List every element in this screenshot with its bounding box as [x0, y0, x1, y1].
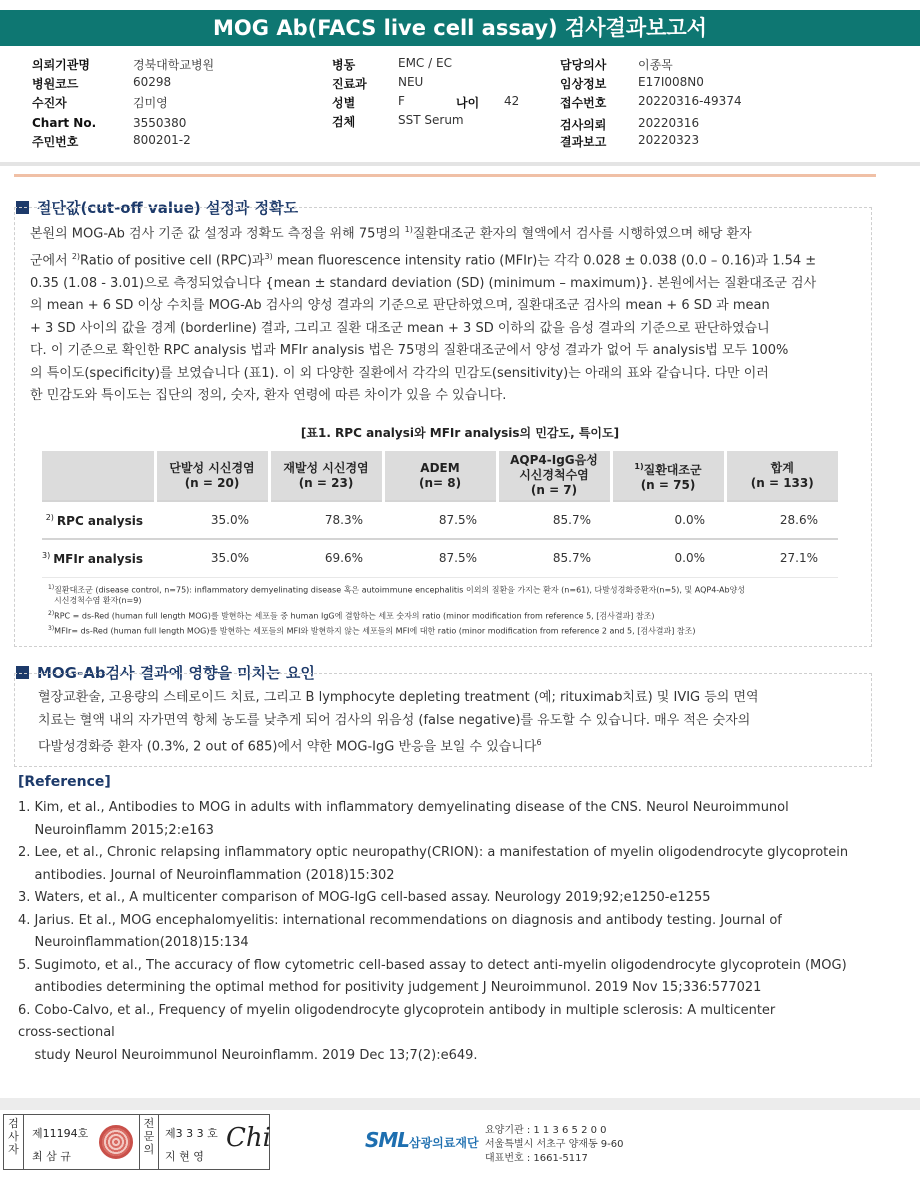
- reference-line: 2. Lee, et al., Chronic relapsing inflammatory optic neuropathy(CRION): a manifestation of myelin oligodendrocyte glycoprotein: [18, 845, 849, 860]
- table-header: [155, 451, 269, 501]
- header-l2: (n= 8): [418, 475, 462, 490]
- sup: 3): [42, 550, 51, 560]
- reference-line: Neuroinflamm 2015;2:e163: [18, 822, 214, 838]
- table-header: [725, 451, 838, 501]
- header-l1: 질환대조군: [643, 462, 702, 477]
- signature-box: [3, 1114, 270, 1170]
- info-value: SST Serum: [398, 113, 464, 127]
- table-cell: 28.6%: [725, 501, 838, 539]
- sup: 6: [536, 738, 542, 747]
- footnote: [48, 624, 828, 637]
- info-label: 검체: [332, 115, 356, 129]
- company-address: [485, 1124, 624, 1166]
- patient-info: [32, 56, 892, 156]
- logo-name: 삼광의료재단: [409, 1136, 479, 1150]
- reference-line: 4. Jarius. Et al., MOG encephalomyelitis: international recommendations on diagnosis and antibody testing. Journal of: [18, 912, 782, 928]
- address-line: 대표번호 : 1661-5117: [485, 1153, 588, 1164]
- address-line: 요양기관 : 1 1 3 6 5 2 0 0: [485, 1125, 607, 1136]
- company-logo: [365, 1128, 479, 1152]
- info-value: E17I008N0: [638, 75, 704, 89]
- sup: 1): [48, 584, 55, 591]
- section-title-text: MOG-Ab검사 결과에 영향을 미치는 요인: [37, 664, 315, 682]
- info-value: 20220316-49374: [638, 94, 742, 108]
- divider: [14, 174, 876, 177]
- divider: [0, 162, 920, 166]
- table-cell: 85.7%: [497, 539, 611, 577]
- examiner-name: 최 삼 규: [32, 1150, 71, 1163]
- table-cell: 0.0%: [611, 501, 725, 539]
- table-row: [42, 501, 838, 539]
- header-l1: 합계: [770, 460, 794, 475]
- info-label: 접수번호: [560, 96, 607, 110]
- footer-divider: [0, 1098, 920, 1110]
- header-l1: ADEM: [420, 460, 460, 475]
- text: 군에서: [30, 253, 72, 269]
- sup: 3): [264, 251, 273, 261]
- para-line: [30, 246, 856, 273]
- row-label-text: MFIr analysis: [53, 551, 143, 566]
- footnote-text: 시신경척수염 환자(n=9): [54, 596, 142, 606]
- reference-line: 1. Kim, et al., Antibodies to MOG in adults with inflammatory demyelinating disease of the CNS. Neurol Neuroimmunol: [18, 800, 789, 815]
- info-label: 결과보고: [560, 135, 607, 149]
- para-line: 치료는 혈액 내의 자가면역 항체 농도를 낮추게 되어 검사의 위음성 (false negative)를 유도할 수 있습니다. 매우 적은 숫자의: [38, 712, 751, 728]
- report-title-banner: [0, 10, 920, 46]
- info-label: 담당의사: [560, 58, 607, 72]
- para-line: 0.35 (1.08 - 3.01)으로 측정되었습니다 {mean ± standard deviation (SD) (minimum – maximum)}. 본원에서는 질환대조군 검사: [30, 275, 817, 291]
- info-label: 주민번호: [32, 135, 79, 149]
- row-label: [42, 539, 155, 577]
- table-row: [42, 539, 838, 577]
- info-label: 검사의뢰: [560, 118, 607, 132]
- reference-line: 6. Cobo-Calvo, et al., Frequency of myelin oligodendrocyte glycoprotein antibody in multiple sclerosis: A multicenter: [18, 1002, 776, 1018]
- info-label: 수진자: [32, 96, 67, 110]
- reference-line: study Neurol Neuroimmunol Neuroinflamm. 2019 Dec 13;7(2):e649.: [18, 1047, 478, 1063]
- table-footnotes: [48, 583, 828, 637]
- header-l1: 단발성 시신경염: [169, 460, 255, 475]
- footnote: [48, 609, 828, 622]
- header-l2: 시신경척수염: [519, 468, 589, 482]
- header-l2: (n = 23): [298, 475, 354, 490]
- table-cell: 85.7%: [497, 501, 611, 539]
- info-label: Chart No.: [32, 116, 97, 130]
- logo-mark: SML: [365, 1128, 410, 1152]
- info-label: 병원코드: [32, 77, 79, 91]
- info-label: 성별: [332, 96, 356, 110]
- info-value: 경북대학교병원: [133, 58, 215, 72]
- para-line: 의 특이도(specificity)를 보였습니다 (표1). 이 외 다양한 질환에서 각각의 민감도(sensitivity)는 아래의 표와 같습니다. 다만 이러: [30, 365, 769, 381]
- table-header-row: [42, 451, 838, 501]
- table-cell: 78.3%: [269, 501, 383, 539]
- info-label: 병동: [332, 58, 356, 72]
- report-title: MOG Ab(FACS live cell assay) 검사결과보고서: [213, 16, 707, 40]
- text: 질환대조군 환자의 혈액에서 검사를 시행하였으며 해당 환자: [412, 226, 752, 242]
- text: Ratio of positive cell (RPC)과: [80, 253, 265, 269]
- table-header: [611, 451, 725, 501]
- section-title-text: 절단값(cut-off value) 설정과 정확도: [37, 199, 299, 217]
- para-line: + 3 SD 사이의 값을 경계 (borderline) 결과, 그리고 질환 대조군 mean + 3 SD 이하의 값을 음성 결과의 기준으로 판단하였습니: [30, 320, 770, 336]
- table-header: [497, 451, 611, 501]
- table-cell: 35.0%: [155, 539, 269, 577]
- para-line: [38, 732, 868, 759]
- table-header: [269, 451, 383, 501]
- footnote-text: MFIr= ds-Red (human full length MOG)를 발현하는 세포들의 MFI와 발현하지 않는 세포들의 MFI에 대한 ratio (minor modification from reference 2 and 5, [검사결과] 참조): [54, 626, 696, 636]
- section1-paragraph: [30, 219, 856, 408]
- footnote: [48, 583, 828, 596]
- sup: 3): [48, 624, 55, 632]
- info-value: F: [398, 94, 405, 108]
- footnote-text: 질환대조군 (disease control, n=75): inflammatory demyelinating disease 혹은 autoimmune encephalitis 이외의 질환을 가지는 환자 (n=61), 다발성경화증환자(n=5), 및 AQP4-Ab양성: [54, 585, 745, 595]
- sup: 2): [48, 609, 55, 617]
- sensitivity-table: [42, 451, 838, 578]
- address-line: 서울특별시 서초구 양재동 9-60: [485, 1139, 624, 1150]
- text: 본원의 MOG-Ab 검사 기준 값 설정과 정확도 측정을 위해 75명의: [30, 226, 405, 242]
- sup: 2): [71, 251, 81, 261]
- info-value: NEU: [398, 75, 424, 89]
- reference-line: 5. Sugimoto, et al., The accuracy of flow cytometric cell-based assay to detect anti-myelin oligodendrocyte glycoprotein (MOG): [18, 957, 847, 973]
- reference-line: antibodies determining the optimal method for positivity judgement J Neuroimmunol. 2019 Nov 15;336:577021: [18, 980, 762, 995]
- examiner-label: [4, 1115, 24, 1169]
- specialist-label: [139, 1115, 159, 1169]
- text: mean fluorescence intensity ratio (MFIr)는 각각 0.028 ± 0.038 (0.0 – 0.16)과 1.54 ±: [272, 253, 817, 269]
- para-line: 한 민감도와 특이도는 집단의 정의, 숫자, 환자 연령에 따른 차이가 있을 수 있습니다.: [30, 388, 507, 404]
- vlabel: 검사자: [8, 1117, 19, 1156]
- info-value: 800201-2: [133, 133, 191, 147]
- row-label: [42, 501, 155, 539]
- para-line: 혈장교환술, 고용량의 스테로이드 치료, 그리고 B lymphocyte depleting treatment (예; rituximab치료) 및 IVIG 등의 면역: [38, 690, 759, 705]
- reference-line: cross-sectional: [18, 1025, 115, 1040]
- info-value: 이종목: [638, 58, 673, 72]
- reference-title: [Reference]: [18, 774, 111, 790]
- header-l1: AQP4-IgG음성: [510, 453, 598, 467]
- table-corner: [42, 451, 155, 501]
- sup: 1): [404, 225, 413, 234]
- header-l1: 재발성 시신경염: [283, 460, 369, 475]
- info-value: EMC / EC: [398, 56, 452, 70]
- info-value: 20220316: [638, 116, 700, 130]
- info-value: 60298: [133, 75, 172, 89]
- header-l2: (n = 133): [750, 475, 814, 490]
- age-value: 42: [504, 94, 520, 108]
- info-label: 임상정보: [560, 77, 607, 91]
- handwritten-signature: Chi: [226, 1123, 271, 1153]
- age-label: 나이: [456, 96, 480, 110]
- sup: 2): [45, 512, 54, 522]
- table-cell: 27.1%: [725, 539, 838, 577]
- sup: 1): [634, 461, 644, 471]
- section2-paragraph: [38, 687, 868, 759]
- footnote-text: RPC = ds-Red (human full length MOG)를 발현하는 세포들 중 human IgG에 결합하는 세포 숫자의 ratio (minor modification from reference 5, [검사결과] 참조): [54, 611, 655, 621]
- info-value: 김미영: [133, 96, 168, 110]
- table-cell: 87.5%: [383, 501, 497, 539]
- header-l2: (n = 20): [184, 475, 240, 490]
- reference-line: 3. Waters, et al., A multicenter comparison of MOG-IgG cell-based assay. Neurology 2019;92;e1250-e1255: [18, 890, 711, 905]
- table-caption: [표1. RPC analysi와 MFIr analysis의 민감도, 특이도]: [300, 426, 620, 440]
- reference-line: antibodies. Journal of Neuroinflammation (2018)15:302: [18, 867, 395, 883]
- reference-list: [18, 797, 878, 1067]
- table-header: [383, 451, 497, 501]
- table-cell: 35.0%: [155, 501, 269, 539]
- para-line: 의 mean + 6 SD 이상 수치를 MOG-Ab 검사의 양성 결과의 기준으로 판단하였으며, 질환대조군 검사의 mean + 6 SD 과 mean: [30, 298, 770, 314]
- text: 다발성경화증 환자 (0.3%, 2 out of 685)에서 약한 MOG-IgG 반응을 보일 수 있습니다: [38, 739, 537, 755]
- header-l3: (n = 7): [530, 483, 578, 497]
- specialist-license: 제3 3 3 호: [165, 1127, 218, 1140]
- reference-line: Neuroinflammation(2018)15:134: [18, 935, 249, 950]
- table-cell: 87.5%: [383, 539, 497, 577]
- vlabel: 전문의: [143, 1117, 155, 1156]
- footnote: [48, 596, 828, 607]
- info-value: 20220323: [638, 133, 700, 147]
- official-seal: [99, 1125, 133, 1159]
- info-label: 진료과: [332, 77, 367, 91]
- info-value: 3550380: [133, 116, 187, 130]
- header-l2: (n = 75): [640, 477, 696, 492]
- examiner-license: 제11194호: [32, 1127, 89, 1140]
- table-cell: 69.6%: [269, 539, 383, 577]
- row-label-text: RPC analysis: [56, 513, 143, 528]
- specialist-name: 지 현 영: [165, 1150, 204, 1163]
- table-cell: 0.0%: [611, 539, 725, 577]
- para-line: [30, 219, 856, 246]
- info-label: 의뢰기관명: [32, 58, 90, 72]
- para-line: 다. 이 기준으로 확인한 RPC analysis 법과 MFIr analysis 법은 75명의 질환대조군에서 양성 결과가 없어 두 analysis법 모두 100%: [30, 343, 789, 359]
